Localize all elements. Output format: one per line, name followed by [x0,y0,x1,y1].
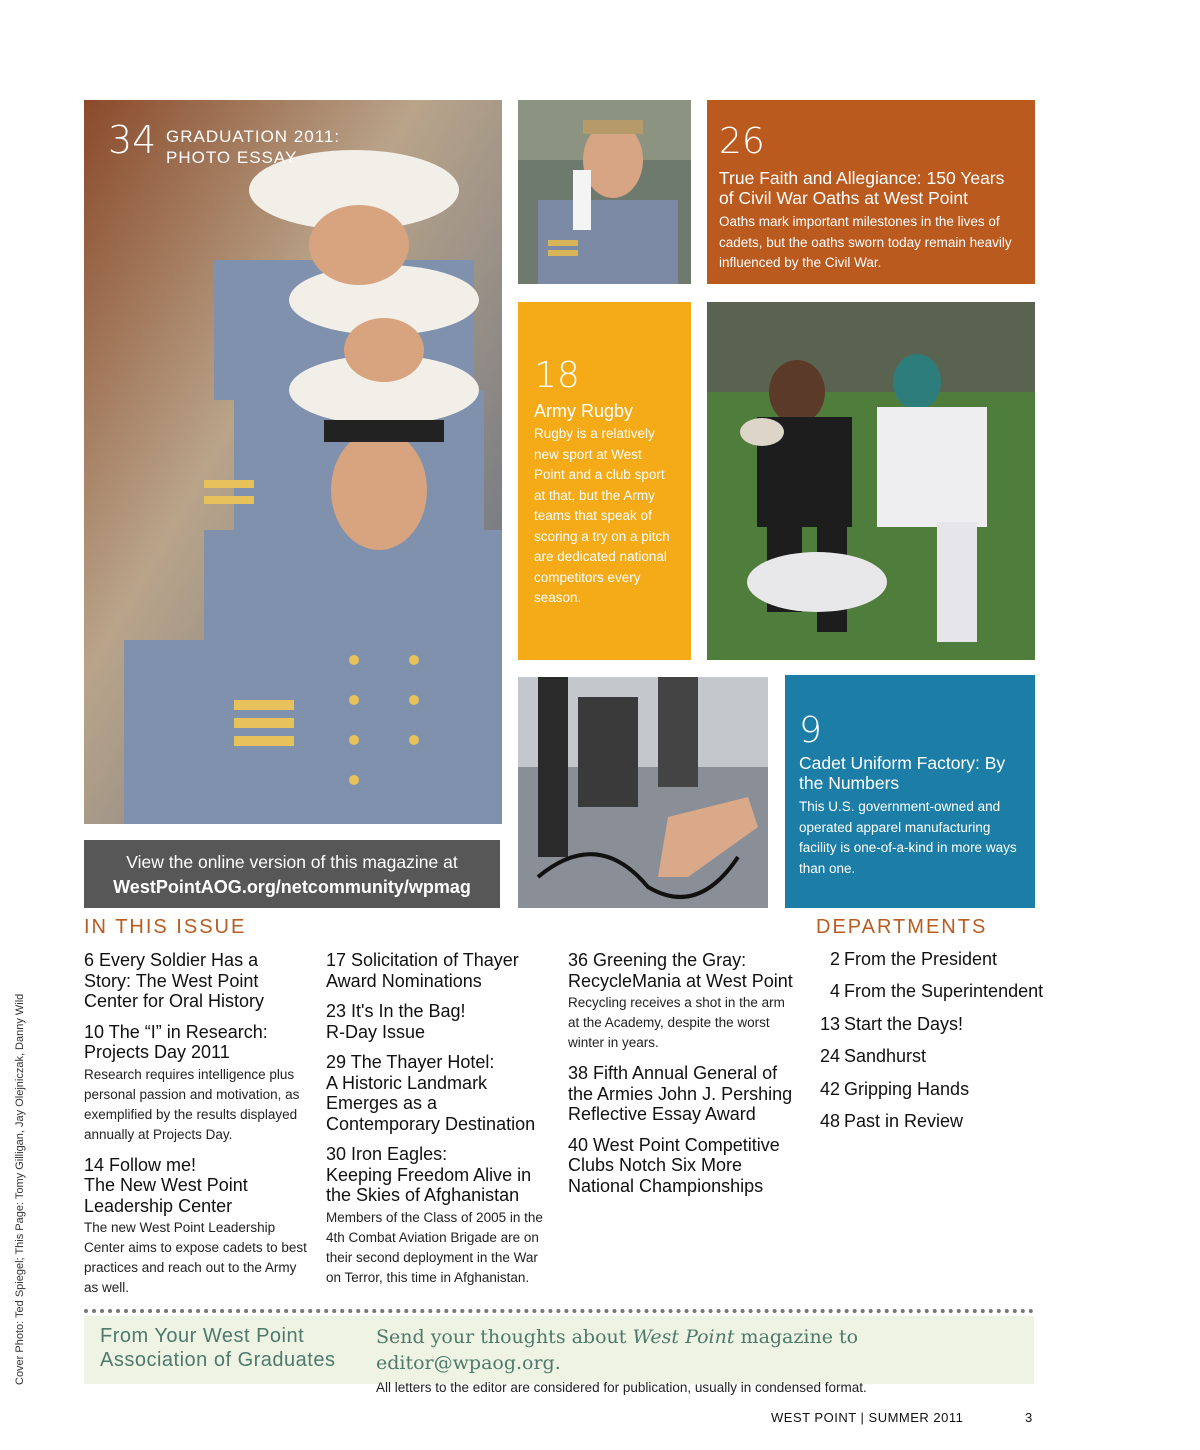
issue-column-1 [84,950,309,1308]
department-item[interactable] [812,1045,1052,1077]
department-page: 2 [829,949,840,969]
cadet-oath-photo [518,100,691,284]
department-label: Gripping Hands [844,1078,970,1099]
publication-folio: WEST POINT | SUMMER 2011 [771,1410,964,1425]
list-item[interactable] [326,1052,554,1134]
article-description: Research requires intelligence plus personal passion and motivation, as exemplified by the results displayed annually at Projects Day. [84,1066,300,1142]
online-version-box[interactable] [84,840,500,908]
feature-uniform-factory[interactable] [785,675,1035,908]
in-this-issue-heading: IN THIS ISSUE [84,916,247,938]
department-item[interactable] [812,1110,1052,1142]
sewing-photo [518,677,768,908]
department-item[interactable] [812,1013,1052,1045]
feature-description: This U.S. government-owned and operated apparel manufacturing facility is one-of-a-kind in more ways than one. [799,799,1017,876]
departments-list [812,948,1052,1142]
list-item[interactable] [84,1155,309,1299]
department-page: 4 [829,981,840,1002]
magazine-name: West Point [632,1326,735,1348]
list-item[interactable] [568,1063,796,1125]
article-description: Members of the Class of 2005 in the 4th Combat Aviation Brigade are on their second deployment in the War on Terror, this time in Afghanistan. [326,1209,543,1285]
feature-title: Army Rugby [534,401,634,421]
article-title: 14 Follow me! The New West Point Leadership Center [84,1154,248,1216]
issue-column-2 [326,950,554,1298]
dotted-divider [84,1309,1034,1313]
graduation-photo-feature[interactable] [84,100,502,824]
feedback-email[interactable]: magazine to editor@wpaog.org. [376,1326,859,1374]
feature-page-number: 9 [799,710,822,751]
feature-description: Rugby is a relatively new sport at West Point and a club sport at that, but the Army teams that speak of scoring a try on a pitch are dedicated national competitors every season. [534,426,670,605]
feature-page-number: 26 [719,121,765,162]
article-description: The new West Point Leadership Center aims to expose cadets to best practices and reach out to the Army as well. [84,1220,307,1295]
list-item[interactable] [84,1022,309,1145]
article-title: 6 Every Soldier Has a Story: The West Point Center for Oral History [84,950,265,1011]
departments-heading: DEPARTMENTS [816,916,988,938]
article-title: 30 Iron Eagles: Keeping Freedom Alive in the Skies of Afghanistan [326,1144,532,1205]
article-title: 38 Fifth Annual General of the Armies John J. Pershing Reflective Essay Award [568,1063,793,1124]
list-item[interactable] [84,950,309,1012]
department-label: From the Superintendent [844,981,1044,1002]
department-page: 48 [819,1110,840,1131]
article-description: Recycling receives a shot in the arm at the Academy, despite the worst winter in years. [568,995,785,1050]
rugby-photo [707,302,1035,660]
article-title: 29 The Thayer Hotel: A Historic Landmark Emerges as a Contemporary Destination [326,1052,536,1134]
feature-page-number: 34 [108,118,157,162]
online-version-link[interactable]: WestPointAOG.org/netcommunity/wpmag [113,877,471,897]
issue-column-3 [568,950,796,1206]
list-item[interactable] [568,950,796,1053]
department-page: 24 [819,1046,840,1067]
feature-title: Cadet Uniform Factory: By the Numbers [799,753,1006,793]
footer-note: All letters to the editor are considered for publication, usually in condensed format. [376,1380,867,1395]
feature-oaths[interactable] [707,100,1035,284]
article-title: 10 The “I” in Research: Projects Day 2011 [84,1021,268,1062]
department-label: Sandhurst [844,1046,927,1067]
page-number: 3 [1025,1410,1033,1425]
feature-description: Oaths mark important milestones in the lives of cadets, but the oaths sworn today remain heavily influenced by the Civil War. [719,214,1012,270]
department-item[interactable] [812,980,1052,1012]
department-item[interactable] [812,948,1052,980]
online-version-text: View the online version of this magazine at [126,852,458,872]
footer-letters [376,1324,1026,1398]
feature-title: GRADUATION 2011: PHOTO ESSAY [166,127,341,167]
footer-feedback-line [376,1324,1026,1376]
list-item[interactable] [326,1144,554,1288]
graduation-photo [84,100,502,824]
footer-aog-label: From Your West Point Association of Graduates [100,1325,336,1371]
department-page: 13 [819,1013,840,1034]
department-label: From the President [844,949,998,969]
list-item[interactable] [326,1001,554,1042]
department-item[interactable] [812,1078,1052,1110]
list-item[interactable] [326,950,554,991]
feedback-text: Send your thoughts about [376,1326,633,1348]
department-label: Past in Review [844,1110,964,1131]
feature-title: True Faith and Allegiance: 150 Years of Civil War Oaths at West Point [719,168,1005,208]
department-page: 42 [819,1078,840,1099]
feature-page-number: 18 [534,355,580,396]
photo-credits: Cover Photo: Ted Spiegel; This Page: Tomy Gilligan, Jay Olejniczak, Danny Wild [14,993,26,1385]
feature-rugby[interactable] [518,302,691,660]
list-item[interactable] [568,1135,796,1197]
article-title: 23 It's In the Bag! R-Day Issue [326,1001,466,1042]
article-title: 36 Greening the Gray: RecycleMania at West Point [568,950,793,991]
article-title: 17 Solicitation of Thayer Award Nominations [326,950,519,991]
department-label: Start the Days! [844,1013,964,1034]
article-title: 40 West Point Competitive Clubs Notch Six More National Championships [568,1134,780,1196]
